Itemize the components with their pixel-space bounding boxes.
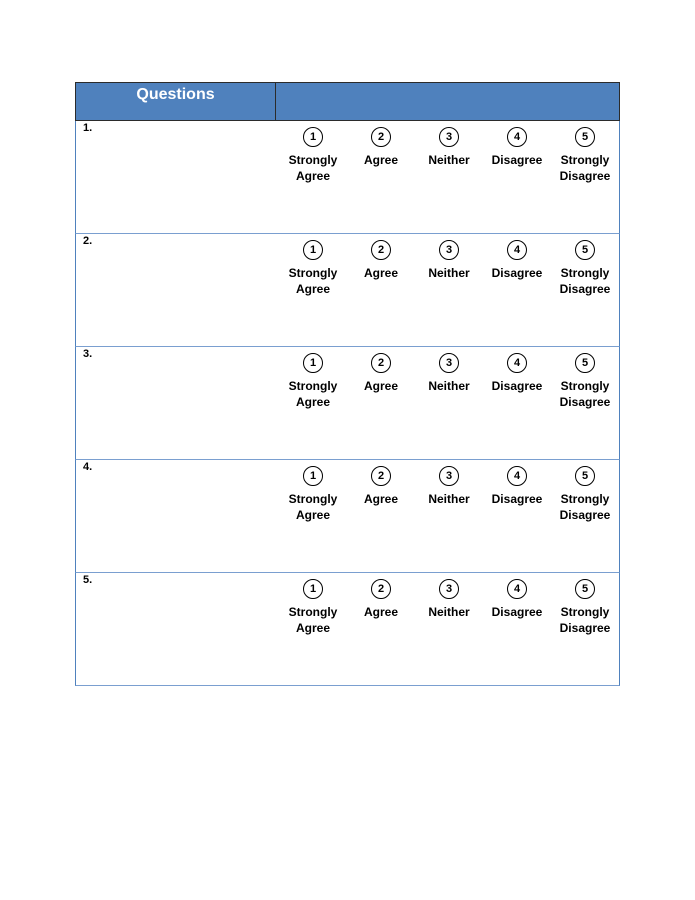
rating-option-3[interactable] — [414, 353, 484, 394]
rating-circle[interactable]: 3 — [439, 353, 459, 373]
rating-label: Agree — [363, 266, 398, 280]
rating-label: Neither — [428, 492, 470, 506]
rating-label: Strongly Disagree — [559, 605, 611, 635]
rating-circle[interactable]: 5 — [575, 466, 595, 486]
rating-option-3[interactable] — [414, 127, 484, 168]
rating-label: Disagree — [491, 605, 543, 619]
rating-option-4[interactable] — [482, 353, 552, 394]
rating-option-2[interactable] — [346, 127, 416, 168]
rating-circle[interactable]: 5 — [575, 353, 595, 373]
rating-option-1[interactable] — [278, 240, 348, 297]
question-row — [75, 234, 620, 347]
questions-header: Questions — [76, 83, 276, 120]
rating-circle[interactable]: 4 — [507, 353, 527, 373]
rating-circle[interactable]: 1 — [303, 579, 323, 599]
rating-option-2[interactable] — [346, 579, 416, 620]
rating-option-5[interactable] — [550, 466, 620, 523]
rating-label: Strongly Agree — [288, 605, 338, 635]
rating-option-1[interactable] — [278, 353, 348, 410]
rating-option-2[interactable] — [346, 240, 416, 281]
rating-circle[interactable]: 5 — [575, 579, 595, 599]
rating-label: Agree — [363, 379, 398, 393]
rating-option-5[interactable] — [550, 127, 620, 184]
rating-label: Disagree — [491, 266, 543, 280]
rating-label: Strongly Agree — [288, 379, 338, 409]
rating-option-5[interactable] — [550, 240, 620, 297]
rating-circle[interactable]: 2 — [371, 466, 391, 486]
rating-option-4[interactable] — [482, 127, 552, 168]
rating-option-1[interactable] — [278, 579, 348, 636]
rating-label: Strongly Agree — [288, 266, 338, 296]
rating-label: Neither — [428, 266, 470, 280]
rating-label: Neither — [428, 153, 470, 167]
rating-option-3[interactable] — [414, 579, 484, 620]
question-row — [75, 460, 620, 573]
options-header — [276, 83, 619, 120]
rating-circle[interactable]: 3 — [439, 240, 459, 260]
rating-label: Strongly Agree — [288, 153, 338, 183]
rating-option-4[interactable] — [482, 466, 552, 507]
rating-label: Strongly Disagree — [559, 266, 611, 296]
survey-table — [75, 82, 620, 686]
rating-option-1[interactable] — [278, 127, 348, 184]
question-number: 3. — [83, 348, 93, 360]
rating-circle[interactable]: 3 — [439, 127, 459, 147]
rating-circle[interactable]: 1 — [303, 127, 323, 147]
question-number: 2. — [83, 235, 93, 247]
rating-label: Neither — [428, 379, 470, 393]
rating-option-5[interactable] — [550, 353, 620, 410]
rating-option-5[interactable] — [550, 579, 620, 636]
question-row — [75, 347, 620, 460]
rating-option-2[interactable] — [346, 466, 416, 507]
rating-label: Neither — [428, 605, 470, 619]
rating-circle[interactable]: 1 — [303, 353, 323, 373]
rating-circle[interactable]: 5 — [575, 127, 595, 147]
question-row — [75, 121, 620, 234]
rating-label: Strongly Agree — [288, 492, 338, 522]
rating-circle[interactable]: 1 — [303, 466, 323, 486]
rating-label: Strongly Disagree — [559, 379, 611, 409]
rating-option-3[interactable] — [414, 240, 484, 281]
rating-label: Agree — [363, 153, 398, 167]
rating-option-1[interactable] — [278, 466, 348, 523]
rating-circle[interactable]: 4 — [507, 466, 527, 486]
rating-circle[interactable]: 2 — [371, 579, 391, 599]
rating-label: Agree — [363, 492, 398, 506]
rating-circle[interactable]: 2 — [371, 127, 391, 147]
rating-label: Disagree — [491, 492, 543, 506]
rating-label: Strongly Disagree — [559, 492, 611, 522]
table-header — [75, 82, 620, 121]
question-number: 5. — [83, 574, 93, 586]
rating-circle[interactable]: 5 — [575, 240, 595, 260]
rating-option-2[interactable] — [346, 353, 416, 394]
rating-circle[interactable]: 2 — [371, 240, 391, 260]
rating-label: Strongly Disagree — [559, 153, 611, 183]
rating-circle[interactable]: 1 — [303, 240, 323, 260]
rating-circle[interactable]: 3 — [439, 579, 459, 599]
rating-circle[interactable]: 4 — [507, 127, 527, 147]
question-row — [75, 573, 620, 686]
rating-label: Disagree — [491, 153, 543, 167]
question-number: 4. — [83, 461, 93, 473]
rating-circle[interactable]: 3 — [439, 466, 459, 486]
rating-label: Disagree — [491, 379, 543, 393]
rating-option-3[interactable] — [414, 466, 484, 507]
rating-option-4[interactable] — [482, 240, 552, 281]
rating-option-4[interactable] — [482, 579, 552, 620]
rating-circle[interactable]: 4 — [507, 579, 527, 599]
rating-circle[interactable]: 4 — [507, 240, 527, 260]
rating-circle[interactable]: 2 — [371, 353, 391, 373]
question-number: 1. — [83, 122, 93, 134]
rating-label: Agree — [363, 605, 398, 619]
